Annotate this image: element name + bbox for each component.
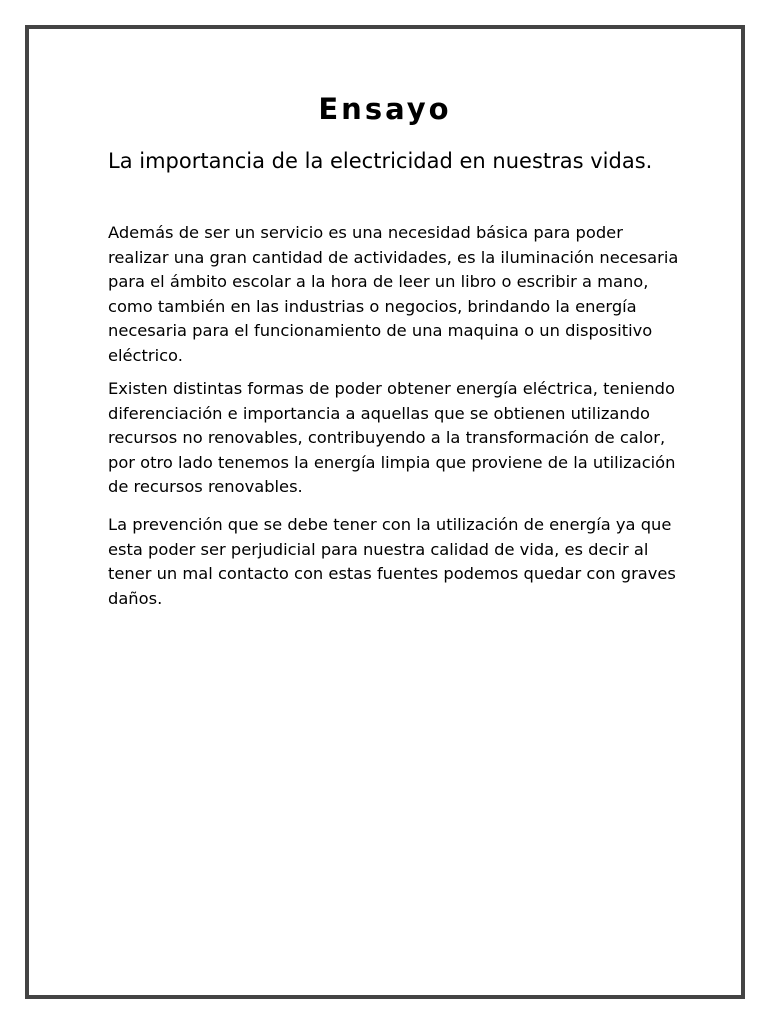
paragraph-1: Además de ser un servicio es una necesidad básica para poder realizar una gran cantidad de actividades, es la iluminación necesaria para el ámbito escolar a la hora de leer un libro o escribir a mano, como también en las industrias o negocios, brindando la energía necesaria para el funcionamiento de una maquina o un dispositivo eléctrico. — [108, 223, 679, 365]
paragraph-3: La prevención que se debe tener con la utilización de energía ya que esta poder ser perjudicial para nuestra calidad de vida, es decir al tener un mal contacto con estas fuentes podemos quedar con graves daños. — [108, 515, 676, 608]
document-page — [25, 25, 745, 999]
document-subtitle: La importancia de la electricidad en nuestras vidas. — [108, 149, 653, 173]
paragraph-2: Existen distintas formas de poder obtener energía eléctrica, teniendo diferenciación e importancia a aquellas que se obtienen utilizando recursos no renovables, contribuyendo a la transformación de calor, por otro lado tenemos la energía limpia que proviene de la utilización de recursos renovables. — [108, 379, 676, 496]
document-title: Ensayo — [318, 92, 452, 126]
